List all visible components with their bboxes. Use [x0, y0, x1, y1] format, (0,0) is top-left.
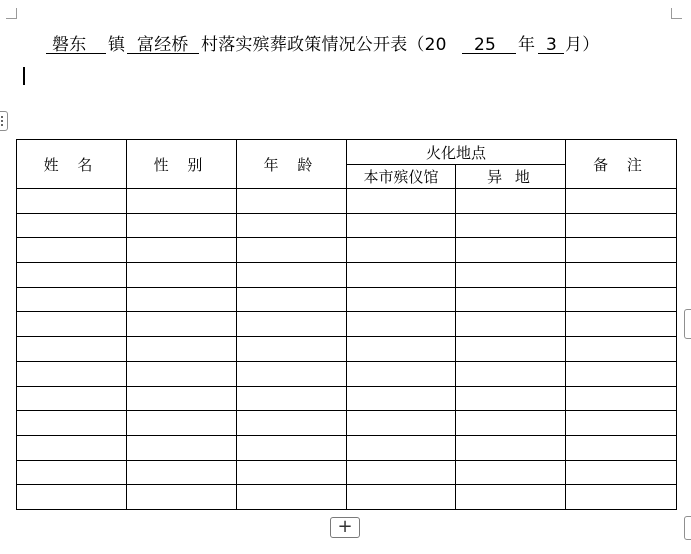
- cell-elsewhere[interactable]: [456, 361, 566, 386]
- cell-name[interactable]: [17, 411, 127, 436]
- cell-gender[interactable]: [127, 386, 237, 411]
- cell-gender[interactable]: [127, 238, 237, 263]
- cell-local-funeral-home[interactable]: [347, 189, 456, 214]
- table-row: [17, 213, 677, 238]
- header-local-funeral-home: 本市殡仪馆: [347, 165, 456, 189]
- cell-gender[interactable]: [127, 189, 237, 214]
- table-row: [17, 312, 677, 337]
- table-row: [17, 386, 677, 411]
- cell-local-funeral-home[interactable]: [347, 337, 456, 362]
- cell-elsewhere[interactable]: [456, 189, 566, 214]
- cell-local-funeral-home[interactable]: [347, 411, 456, 436]
- cell-remarks[interactable]: [566, 386, 677, 411]
- table-row: [17, 189, 677, 214]
- title-town-suffix: 镇: [108, 35, 126, 55]
- cell-age[interactable]: [237, 411, 347, 436]
- cell-name[interactable]: [17, 312, 127, 337]
- cell-age[interactable]: [237, 337, 347, 362]
- cell-age[interactable]: [237, 386, 347, 411]
- header-remarks: 备 注: [566, 140, 677, 189]
- page-corner-top-right: [671, 8, 682, 19]
- cell-gender[interactable]: [127, 460, 237, 485]
- cell-age[interactable]: [237, 189, 347, 214]
- table-row: [17, 287, 677, 312]
- cell-age[interactable]: [237, 312, 347, 337]
- table-row: [17, 361, 677, 386]
- cell-name[interactable]: [17, 386, 127, 411]
- cell-remarks[interactable]: [566, 189, 677, 214]
- title-month-suffix: 月）: [565, 35, 600, 55]
- cell-remarks[interactable]: [566, 287, 677, 312]
- cell-elsewhere[interactable]: [456, 263, 566, 288]
- cell-name[interactable]: [17, 485, 127, 510]
- header-age: 年 龄: [237, 140, 347, 189]
- table-row: [17, 435, 677, 460]
- cell-elsewhere[interactable]: [456, 238, 566, 263]
- cell-name[interactable]: [17, 435, 127, 460]
- cell-remarks[interactable]: [566, 337, 677, 362]
- cell-age[interactable]: [237, 435, 347, 460]
- disclosure-table: [16, 139, 677, 510]
- cell-elsewhere[interactable]: [456, 460, 566, 485]
- cell-remarks[interactable]: [566, 238, 677, 263]
- table-move-handle[interactable]: [0, 111, 8, 131]
- cell-local-funeral-home[interactable]: [347, 386, 456, 411]
- table-row: [17, 238, 677, 263]
- cell-gender[interactable]: [127, 435, 237, 460]
- table-row: [17, 411, 677, 436]
- cell-name[interactable]: [17, 287, 127, 312]
- cell-elsewhere[interactable]: [456, 386, 566, 411]
- drag-handle-icon: [1, 116, 5, 126]
- cell-remarks[interactable]: [566, 411, 677, 436]
- table-row: [17, 460, 677, 485]
- cell-remarks[interactable]: [566, 485, 677, 510]
- page-corner-top-left: [6, 8, 17, 19]
- cell-elsewhere[interactable]: [456, 337, 566, 362]
- header-elsewhere: 异 地: [456, 165, 566, 189]
- cell-gender[interactable]: [127, 337, 237, 362]
- cell-local-funeral-home[interactable]: [347, 361, 456, 386]
- title-year-field[interactable]: 25: [462, 32, 516, 54]
- cell-name[interactable]: [17, 189, 127, 214]
- cell-local-funeral-home[interactable]: [347, 485, 456, 510]
- cell-name[interactable]: [17, 263, 127, 288]
- title-year-suffix: 年: [518, 35, 536, 55]
- cell-age[interactable]: [237, 460, 347, 485]
- cell-remarks[interactable]: [566, 361, 677, 386]
- table-row: [17, 485, 677, 510]
- cell-name[interactable]: [17, 337, 127, 362]
- cell-local-funeral-home[interactable]: [347, 312, 456, 337]
- header-cremation-place: 火化地点: [347, 140, 566, 165]
- header-gender: 性 别: [127, 140, 237, 189]
- cell-age[interactable]: [237, 238, 347, 263]
- cell-name[interactable]: [17, 238, 127, 263]
- cell-elsewhere[interactable]: [456, 485, 566, 510]
- cell-local-funeral-home[interactable]: [347, 460, 456, 485]
- table-body: [17, 189, 677, 510]
- cell-remarks[interactable]: [566, 312, 677, 337]
- cell-elsewhere[interactable]: [456, 213, 566, 238]
- text-cursor: [23, 67, 25, 85]
- cell-remarks[interactable]: [566, 435, 677, 460]
- cell-age[interactable]: [237, 361, 347, 386]
- header-name: 姓 名: [17, 140, 127, 189]
- cell-local-funeral-home[interactable]: [347, 287, 456, 312]
- cell-gender[interactable]: [127, 287, 237, 312]
- cell-remarks[interactable]: [566, 213, 677, 238]
- cell-gender[interactable]: [127, 411, 237, 436]
- cell-age[interactable]: [237, 213, 347, 238]
- cell-age[interactable]: [237, 485, 347, 510]
- cell-elsewhere[interactable]: [456, 435, 566, 460]
- cell-local-funeral-home[interactable]: [347, 435, 456, 460]
- cell-age[interactable]: [237, 263, 347, 288]
- table-add-column-handle[interactable]: [684, 309, 691, 339]
- cell-local-funeral-home[interactable]: [347, 263, 456, 288]
- title-town-field[interactable]: 磐东: [46, 32, 106, 54]
- table-row: [17, 337, 677, 362]
- table-resize-handle[interactable]: [684, 516, 691, 540]
- plus-icon: +: [337, 516, 353, 537]
- cell-remarks[interactable]: [566, 460, 677, 485]
- title-month-field[interactable]: 3: [538, 32, 564, 54]
- cell-local-funeral-home[interactable]: [347, 238, 456, 263]
- cell-elsewhere[interactable]: [456, 287, 566, 312]
- title-text: 村落实殡葬政策情况公开表（20: [201, 35, 447, 55]
- cell-name[interactable]: [17, 460, 127, 485]
- add-row-button[interactable]: [330, 517, 360, 538]
- cell-age[interactable]: [237, 287, 347, 312]
- cell-name[interactable]: [17, 361, 127, 386]
- cell-elsewhere[interactable]: [456, 312, 566, 337]
- cell-gender[interactable]: [127, 213, 237, 238]
- cell-gender[interactable]: [127, 485, 237, 510]
- cell-elsewhere[interactable]: [456, 411, 566, 436]
- cell-gender[interactable]: [127, 361, 237, 386]
- cell-gender[interactable]: [127, 312, 237, 337]
- cell-gender[interactable]: [127, 263, 237, 288]
- cell-remarks[interactable]: [566, 263, 677, 288]
- table-row: [17, 263, 677, 288]
- cell-name[interactable]: [17, 213, 127, 238]
- cell-local-funeral-home[interactable]: [347, 213, 456, 238]
- title-village-field[interactable]: 富经桥: [127, 32, 199, 54]
